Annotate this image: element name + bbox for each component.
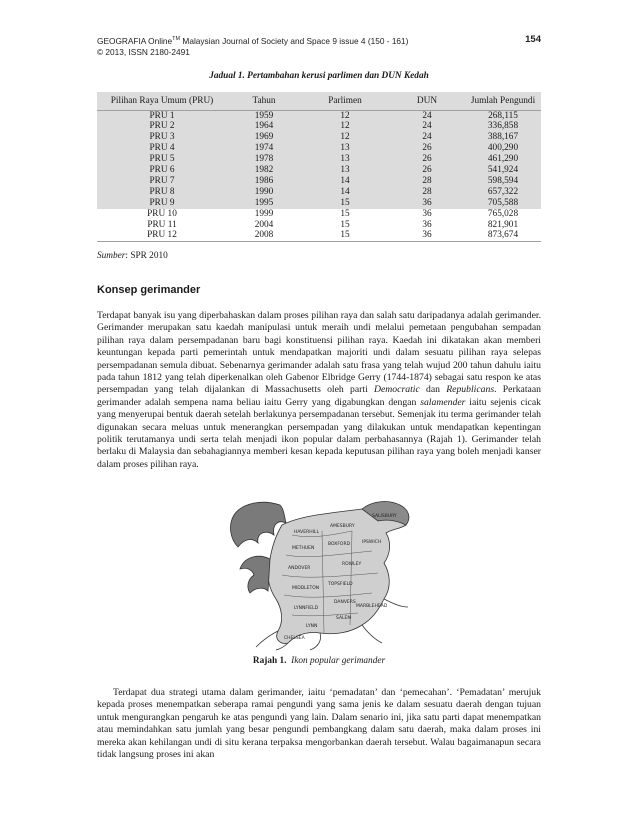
table-caption: Jadual 1. Pertambahan kerusi parlimen dan DUN Kedah (209, 71, 429, 81)
table-cell: 765,028 (487, 208, 519, 219)
map-label: CHELSEA (284, 636, 305, 641)
table-cell: PRU 7 (97, 176, 227, 187)
map-label: AMESBURY (330, 524, 355, 529)
table-row (97, 121, 541, 132)
table-cell: 36 (389, 198, 465, 209)
table-row (97, 154, 541, 165)
table-cell: 14 (301, 187, 389, 198)
paragraph-1: Terdapat banyak isu yang diperbahaskan dalam proses pilihan raya dan salah satu daripadanya adalah gerimander. Gerimander merupakan satu kaedah manipulasi untuk meraih undi melalui pemetaan pengubahan sempadan pilihan raya dalam persempadanan baru bagi konstituensi pilihan raya. Kaedah ini dikatakan akan memberi keuntungan kepada parti pemerintah untuk mendapatkan majoriti undi dalam sesuatu pilihan raya selepas persempadanan semula dibuat. Sebenarnya gerimander adalah satu frasa yang telah wujud 200 tahun dahulu iaitu pada tahun 1812 yang telah diperkenalkan oleh Gabenor Elbridge Gerry (1744-1874) sebagai satu respon ke atas persempadan yang telah dijalankan di Massachusetts oleh parti Democratic dan Republicans. Perkataan gerimander adalah sempena nama beliau iaitu Gerry yang digabungkan dengan salamender iaitu sejenis cicak yang menyerupai bentuk daerah setelah berlakunya persempadanan tersebut. Semenjak itu terma gerimander telah digunakan secara meluas untuk menerangkan persempadan yang dilakukan untuk mendapatkan kepentingan politik terutamanya undi serta telah menjadi ikon popular dalam perbahasannya (Rajah 1). Gerimander telah berlaku di Malaysia dan sebahagiannya memberi kesan kepada keputusan pilihan raya yang boleh menjadi kanser dalam proses pilihan raya. (97, 310, 541, 470)
map-label: IPSWICH (362, 540, 382, 545)
table-cell: PRU 1 (97, 110, 227, 121)
table-cell: 336,858 (465, 121, 541, 132)
table-row (97, 230, 541, 241)
table-cell: 13 (301, 143, 389, 154)
column-header: DUN (389, 92, 465, 110)
table-cell: PRU 9 (97, 198, 227, 209)
table-cell: 14 (301, 176, 389, 187)
data-table (97, 92, 541, 242)
table-cell: 1969 (227, 132, 301, 143)
table-cell: 1964 (227, 121, 301, 132)
map-label: SALISBURY (372, 514, 397, 519)
column-header: Jumlah Pengundi (465, 92, 541, 110)
map-label: MARBLEHEAD (356, 604, 388, 609)
table-row (97, 198, 541, 209)
table-cell: 1999 (254, 208, 274, 219)
map-label: METHUEN (292, 546, 315, 551)
table-cell: 28 (389, 176, 465, 187)
table-cell: 24 (389, 121, 465, 132)
table-cell: 268,115 (465, 110, 541, 121)
table-cell: 2004 (254, 219, 274, 230)
table-cell: 541,924 (465, 165, 541, 176)
map-label: SALEM (336, 616, 352, 621)
table-cell: PRU 2 (97, 121, 227, 132)
table-cell: 15 (301, 198, 389, 209)
figure-caption: Rajah 1. Ikon popular gerimander (252, 656, 386, 666)
table-cell: 26 (389, 154, 465, 165)
table-cell: 12 (301, 110, 389, 121)
table-row (97, 143, 541, 154)
map-label: LYNN (306, 624, 318, 629)
table-row (97, 220, 541, 231)
table-row (97, 209, 541, 220)
map-label: LYNNFIELD (294, 606, 319, 611)
table-cell: 13 (301, 165, 389, 176)
table-cell: 1978 (227, 154, 301, 165)
map-label: ROWLEY (342, 562, 362, 567)
table-cell: 26 (389, 143, 465, 154)
gerrymander-illustration (222, 495, 418, 651)
map-label: TOPSFIELD (328, 582, 353, 587)
copyright-line: © 2013, ISSN 2180-2491 (97, 46, 190, 57)
table-row (97, 187, 541, 198)
section-heading: Konsep gerimander (97, 284, 201, 296)
table-cell: 1974 (227, 143, 301, 154)
paragraph-2: Terdapat dua strategi utama dalam gerimander, iaitu ‘pemadatan’ dan ‘pemecahan’. ‘Pemadatan’ merujuk kepada proses menempatkan seberapa ramai pengundi yang sama jenis ke dalam sesuatu daerah dengan tujuan untuk mengurangkan pengaruh ke atas pengundi yang lain. Dalam senario ini, jika satu parti dapat menempatkan atau memindahkan satu jumlah yang besar pengundi pembangkang dalam satu daerah, maka dalam proses ini mereka akan kehilangan undi di situ kerana terpaksa mengorbankan daerah tersebut. Walau bagaimanapun secara tidak langsung proses ini akan (97, 687, 541, 761)
table-row (97, 165, 541, 176)
table-row (97, 132, 541, 143)
table-cell: 657,322 (465, 187, 541, 198)
map-label: MIDDLETON (292, 586, 320, 591)
table-cell: 821,901 (487, 219, 519, 230)
table-cell: PRU 8 (97, 187, 227, 198)
column-header: Tahun (227, 92, 301, 110)
table-row (97, 176, 541, 187)
table-cell: 15 (340, 219, 350, 230)
table-cell: 1995 (227, 198, 301, 209)
table-cell: 2008 (227, 230, 301, 241)
table-cell: 15 (301, 230, 389, 241)
column-header: Parlimen (301, 92, 389, 110)
table-cell: 12 (301, 132, 389, 143)
table-cell: PRU 4 (97, 143, 227, 154)
table-cell: PRU 11 (147, 219, 177, 230)
table-cell: 1959 (227, 110, 301, 121)
table-cell: 24 (389, 132, 465, 143)
map-label: DANVERS (334, 600, 356, 605)
table-cell: 598,594 (465, 176, 541, 187)
map-label: BOXFORD (328, 542, 351, 547)
table-cell: PRU 3 (97, 132, 227, 143)
table-cell: PRU 10 (147, 208, 177, 219)
journal-title: GEOGRAFIA Online™ Malaysian Journal of Society and Space 9 issue 4 (150 - 161) (97, 35, 409, 46)
table-cell: 388,167 (465, 132, 541, 143)
table-cell: 1986 (227, 176, 301, 187)
running-header (97, 34, 541, 58)
table-cell: 705,588 (465, 198, 541, 209)
table-cell: 24 (389, 110, 465, 121)
table-cell: 15 (340, 208, 350, 219)
table-cell: PRU 12 (97, 230, 227, 241)
gerrymander-drawing (222, 495, 418, 651)
table-cell: 26 (389, 165, 465, 176)
map-label: HAVERHILL (294, 530, 319, 535)
table-cell: 1990 (227, 187, 301, 198)
table-cell: 36 (422, 208, 432, 219)
table-cell: 13 (301, 154, 389, 165)
table-cell: 36 (422, 219, 432, 230)
table-cell: PRU 5 (97, 154, 227, 165)
table-header-row (97, 92, 541, 110)
table-row (97, 110, 541, 121)
table-cell: 400,290 (465, 143, 541, 154)
map-label: ANDOVER (288, 566, 311, 571)
table-cell: 461,290 (465, 154, 541, 165)
table-cell: PRU 6 (97, 165, 227, 176)
table-cell: 873,674 (465, 230, 541, 241)
column-header: Pilihan Raya Umum (PRU) (97, 92, 227, 110)
table-cell: 12 (301, 121, 389, 132)
table-cell: 36 (389, 230, 465, 241)
table-cell: 28 (389, 187, 465, 198)
table-cell: 1982 (227, 165, 301, 176)
table-source: Sumber: SPR 2010 (97, 251, 168, 261)
page-number: 154 (525, 34, 541, 45)
